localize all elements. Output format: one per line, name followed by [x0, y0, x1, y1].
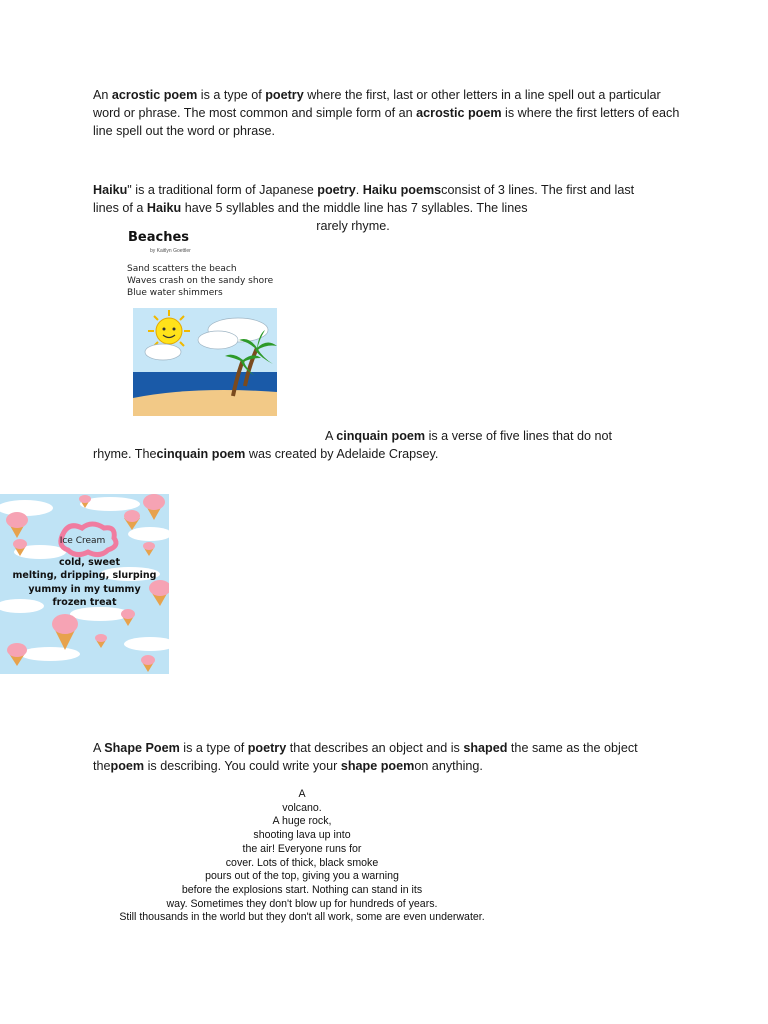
beach-illustration: [133, 308, 277, 416]
shape-poem-line: before the explosions start. Nothing can stand in its: [181, 883, 423, 896]
haiku-paragraph: Haiku" is a traditional form of Japanese poetry. Haiku poemsconsist of 3 lines. The first and last lines of a Haiku have 5 syllables and the middle line has 7 syllables. The lines rarely rhyme.: [93, 183, 635, 233]
haiku-line-2: Waves crash on the sandy shore: [127, 276, 274, 286]
ice-cream-line-2: melting, dripping, slurping: [12, 570, 157, 581]
shape-poem-paragraph: A Shape Poem is a type of poetry that describes an object and is shaped the same as the object thepoem is describing. You could write your shape poemon anything.: [93, 741, 638, 773]
acrostic-paragraph: An acrostic poem is a type of poetry where the first, last or other letters in a line spell out a particular word or phrase. The most common and simple form of an acrostic poem is where the first letters of each line spell out the word or phrase.: [93, 88, 680, 138]
ice-cream-line-4: frozen treat: [52, 597, 117, 608]
haiku-image-title: Beaches: [128, 230, 190, 245]
haiku-line-1: Sand scatters the beach: [127, 264, 237, 274]
haiku-line-3: Blue water shimmers: [127, 288, 223, 298]
cinquain-paragraph: A cinquain poem is a verse of five lines that do not rhyme. Thecinquain poem was created by Adelaide Crapsey.: [93, 429, 613, 461]
shape-poem-line: way. Sometimes they don't blow up for hundreds of years.: [166, 897, 438, 910]
ice-cream-line-3: yummy in my tummy: [28, 584, 141, 595]
shape-poem-line: cover. Lots of thick, black smoke: [225, 856, 379, 869]
volcano-shape-poem: [92, 788, 512, 925]
shape-poem-line: pours out of the top, giving you a warning: [205, 870, 399, 883]
shape-poem-line: A: [298, 788, 306, 800]
shape-poem-line: shooting lava up into: [253, 829, 351, 842]
shape-poem-line: A huge rock,: [272, 815, 332, 828]
shape-poem-line: Still thousands in the world but they don't all work, some are even underwater.: [119, 911, 485, 924]
shape-poem-line: volcano.: [282, 801, 322, 814]
shape-poem-line: the air! Everyone runs for: [242, 842, 362, 855]
ice-cream-cinquain-image: [0, 494, 169, 674]
ice-cream-title: Ice Cream: [59, 536, 106, 546]
haiku-image-byline: by Kaitlyn Goettler: [150, 248, 191, 254]
ice-cream-line-1: cold, sweet: [59, 557, 120, 568]
haiku-beaches-image: [124, 228, 284, 418]
